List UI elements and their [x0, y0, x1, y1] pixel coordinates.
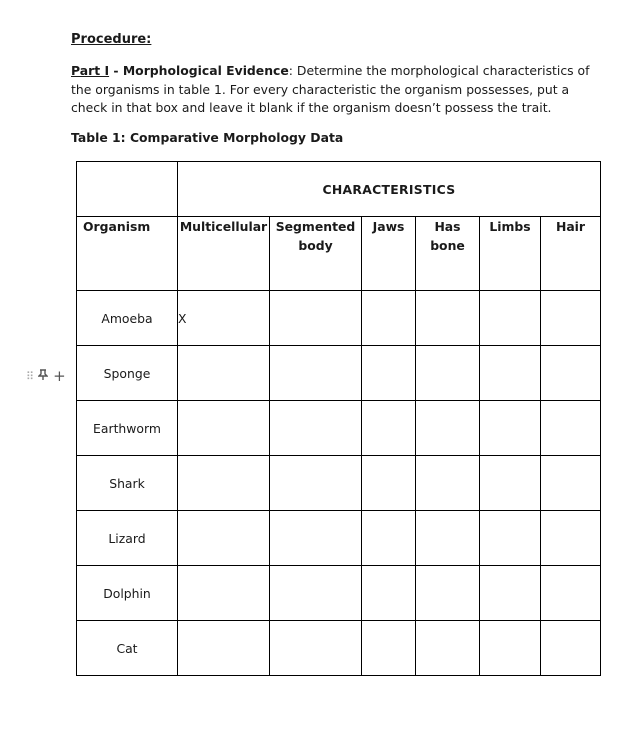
trait-cell[interactable]: [480, 456, 541, 511]
column-header-segmented-body: Segmented body: [270, 217, 362, 291]
table-body: [77, 291, 601, 676]
trait-cell[interactable]: [480, 511, 541, 566]
trait-cell[interactable]: [270, 621, 362, 676]
trait-cell[interactable]: [541, 291, 601, 346]
trait-cell[interactable]: [416, 621, 480, 676]
pin-icon[interactable]: [38, 369, 48, 384]
table-column-header-row: [77, 217, 601, 291]
trait-cell[interactable]: [416, 291, 480, 346]
table-row: [77, 456, 601, 511]
table-group-header-row: [77, 162, 601, 217]
organism-name-cell: Lizard: [77, 511, 178, 566]
pin-glyph: [38, 369, 48, 381]
trait-cell[interactable]: [480, 566, 541, 621]
add-block-icon[interactable]: +: [53, 367, 66, 385]
trait-cell[interactable]: [362, 346, 416, 401]
morphology-table: [76, 161, 601, 676]
trait-cell[interactable]: [416, 456, 480, 511]
trait-cell[interactable]: [480, 346, 541, 401]
trait-cell[interactable]: [270, 401, 362, 456]
trait-cell[interactable]: [416, 511, 480, 566]
trait-cell[interactable]: [362, 291, 416, 346]
trait-cell[interactable]: [362, 401, 416, 456]
trait-cell[interactable]: [270, 456, 362, 511]
trait-cell[interactable]: [541, 621, 601, 676]
part-label: Part I: [71, 63, 110, 78]
trait-cell[interactable]: [541, 401, 601, 456]
table-row: [77, 291, 601, 346]
column-header-jaws: Jaws: [362, 217, 416, 291]
trait-cell[interactable]: [480, 401, 541, 456]
trait-cell[interactable]: [480, 621, 541, 676]
part-colon: :: [288, 63, 293, 78]
characteristics-header: CHARACTERISTICS: [178, 162, 601, 217]
column-header-has-bone: Has bone: [416, 217, 480, 291]
table-caption: Table 1: Comparative Morphology Data: [71, 130, 344, 145]
column-header-multicellular: Multicellular: [178, 217, 270, 291]
table-corner-cell: [77, 162, 178, 217]
trait-cell[interactable]: X: [178, 291, 270, 346]
procedure-heading: Procedure:: [71, 32, 152, 47]
part-one-instructions: [71, 62, 591, 118]
column-header-hair: Hair: [541, 217, 601, 291]
table-row: [77, 511, 601, 566]
trait-cell[interactable]: [178, 456, 270, 511]
table-row: [77, 621, 601, 676]
trait-cell[interactable]: [541, 566, 601, 621]
instructions-text: Determine the morphological characteristics of the organisms in table 1. For every characteristic the organism possesses, put a check in that box and leave it blank if the organism doesn’t possess the trait.: [71, 63, 590, 115]
drag-handle-icon[interactable]: ⠿: [26, 369, 34, 383]
trait-cell[interactable]: [480, 291, 541, 346]
organism-name-cell: Cat: [77, 621, 178, 676]
trait-cell[interactable]: [178, 346, 270, 401]
part-title: - Morphological Evidence: [109, 63, 289, 78]
organism-name-cell: Earthworm: [77, 401, 178, 456]
trait-cell[interactable]: [416, 401, 480, 456]
column-header-organism: Organism: [77, 217, 178, 291]
block-toolbar: [26, 366, 66, 386]
trait-cell[interactable]: [541, 346, 601, 401]
trait-cell[interactable]: [178, 621, 270, 676]
trait-cell[interactable]: [416, 566, 480, 621]
trait-cell[interactable]: [178, 566, 270, 621]
trait-cell[interactable]: [362, 621, 416, 676]
trait-cell[interactable]: [541, 511, 601, 566]
organism-name-cell: Amoeba: [77, 291, 178, 346]
trait-cell[interactable]: [362, 511, 416, 566]
trait-cell[interactable]: [362, 456, 416, 511]
trait-cell[interactable]: [270, 291, 362, 346]
trait-cell[interactable]: [178, 511, 270, 566]
trait-cell[interactable]: [270, 511, 362, 566]
table-row: [77, 566, 601, 621]
column-header-limbs: Limbs: [480, 217, 541, 291]
trait-cell[interactable]: [178, 401, 270, 456]
organism-name-cell: Sponge: [77, 346, 178, 401]
table-row: [77, 401, 601, 456]
trait-cell[interactable]: [270, 346, 362, 401]
part-one-title: [71, 63, 289, 78]
trait-cell[interactable]: [362, 566, 416, 621]
organism-name-cell: Shark: [77, 456, 178, 511]
trait-cell[interactable]: [416, 346, 480, 401]
organism-name-cell: Dolphin: [77, 566, 178, 621]
trait-cell[interactable]: [270, 566, 362, 621]
trait-cell[interactable]: [541, 456, 601, 511]
table-row: [77, 346, 601, 401]
